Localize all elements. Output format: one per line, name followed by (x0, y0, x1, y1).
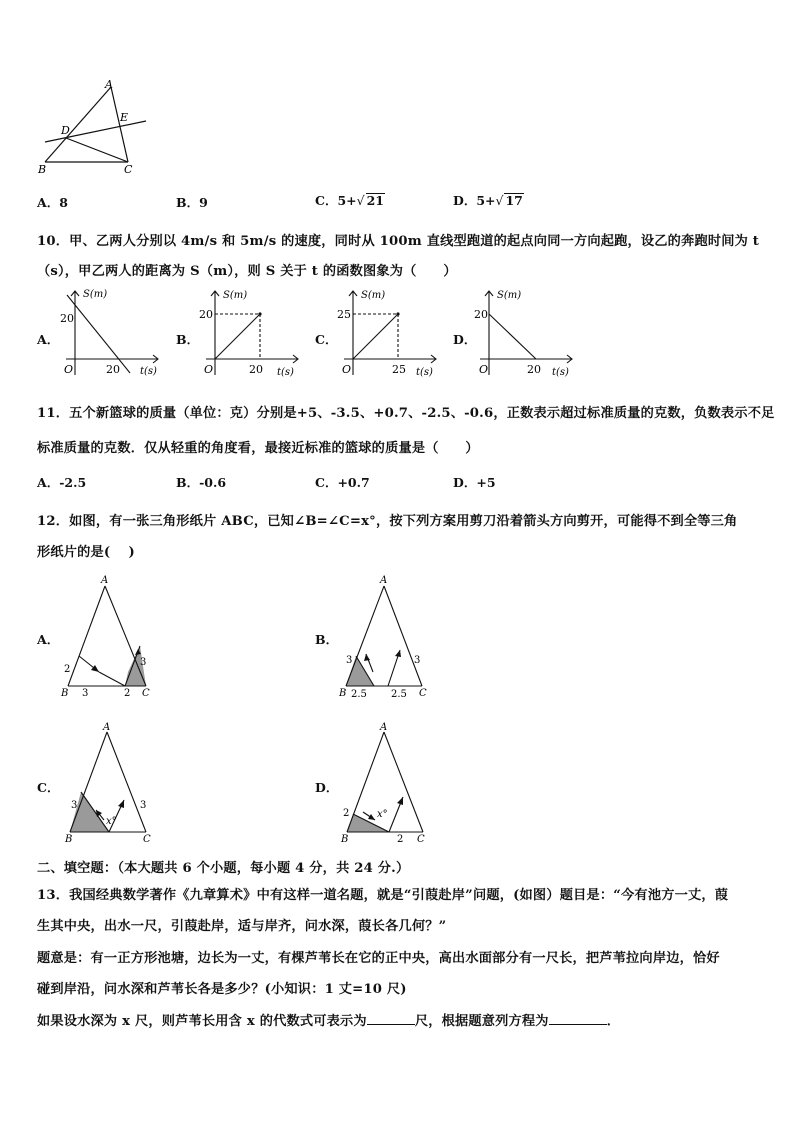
length-label: 2.5 (391, 689, 407, 700)
vertex-c-label: C (143, 834, 151, 845)
q10-stem-line2: （s），甲乙两人的距离为 S（m），则 S 关于 t 的函数图象为（ ） (37, 264, 457, 279)
vertex-b-label: B (339, 688, 347, 699)
q10-option-d-letter[interactable]: D． (453, 332, 477, 347)
q10-option-c-letter[interactable]: C． (315, 332, 338, 347)
angle-label: x° (377, 809, 388, 820)
q11-option-a[interactable]: A．-2.5 (37, 475, 87, 490)
q9-option-d[interactable]: D．5+√ 17 (453, 193, 523, 208)
q12-option-a-letter[interactable]: A． (37, 632, 60, 647)
vertex-b-label: B (65, 834, 73, 845)
vertex-c-label: C (142, 688, 150, 699)
origin-label: O (204, 363, 214, 376)
y-tick-label: 25 (337, 308, 351, 321)
x-tick-label: 25 (392, 363, 406, 376)
vertex-b-label: B (61, 688, 69, 699)
length-label: 3 (71, 800, 78, 811)
y-tick-label: 20 (60, 312, 74, 325)
origin-label: O (342, 363, 352, 376)
y-tick-label: 20 (474, 308, 488, 321)
x-tick-label: 20 (249, 363, 263, 376)
q11-stem-line2: 标准质量的克数．仅从轻重的角度看，最接近标准的篮球的质量是（ ） (37, 441, 479, 456)
q12-option-c-letter[interactable]: C． (37, 780, 60, 795)
q12-option-d-letter[interactable]: D． (315, 780, 339, 795)
q11-stem-line1: 11．五个新篮球的质量（单位：克）分别是+5、-3.5、+0.7、-2.5、-0.6，正数表示超过标准质量的克数，负数表示不足 (37, 406, 775, 421)
y-axis-label: S(m) (497, 290, 522, 301)
q13-stem-line1: 13．我国经典数学著作《九章算术》中有这样一道名题，就是“引葭赴岸”问题，(如图）题目是：“今有池方一丈，葭 (37, 888, 729, 903)
q12-figure-a (58, 572, 168, 702)
vertex-label-b: B (38, 163, 47, 176)
length-label: 2 (124, 688, 131, 699)
vertex-label-c: C (124, 163, 133, 176)
q12-option-b-letter[interactable]: B． (315, 632, 339, 647)
q10-graph-a (58, 285, 168, 383)
x-axis-label: t(s) (277, 367, 294, 378)
y-axis-label: S(m) (223, 290, 248, 301)
x-tick-label: 20 (527, 363, 541, 376)
sqrt-radicand: 17 (505, 193, 523, 208)
length-label: 2 (397, 834, 404, 845)
vertex-c-label: C (417, 834, 425, 845)
x-axis-label: t(s) (552, 367, 569, 378)
vertex-label-a: A (105, 78, 113, 91)
q10-option-b-letter[interactable]: B． (176, 332, 200, 347)
q12-figure-d (337, 720, 447, 848)
vertex-label-d: D (61, 124, 70, 137)
length-label: 3 (140, 657, 147, 668)
length-label: 2 (343, 808, 350, 819)
q13-stem-line3: 题意是：有一正方形池塘，边长为一丈，有棵芦苇长在它的正中央，高出水面部分有一尺长，把芦苇拉向岸边，恰好 (37, 951, 720, 966)
q12-stem-line2: 形纸片的是( ) (37, 545, 135, 560)
x-axis-label: t(s) (416, 367, 433, 378)
vertex-b-label: B (341, 834, 349, 845)
q12-figure-b (336, 572, 446, 702)
q10-stem-line1: 10．甲、乙两人分别以 4m/s 和 5m/s 的速度，同时从 100m 直线型跑道的起点向同一方向起跑，设乙的奔跑时间为 t (37, 234, 760, 249)
q11-option-c[interactable]: C．+0.7 (315, 475, 370, 490)
sqrt-radicand: 21 (366, 193, 384, 208)
q13-stem-line2: 生其中央，出水一尺，引葭赴岸，适与岸齐，问水深，葭长各几何？” (37, 919, 447, 934)
y-axis-label: S(m) (361, 290, 386, 301)
q9-option-a[interactable]: A．8 (37, 195, 68, 210)
x-axis-label: t(s) (140, 366, 157, 377)
q9-option-b[interactable]: B．9 (176, 195, 208, 210)
answer-blank-2[interactable] (549, 1024, 607, 1025)
section-heading-fill-in: 二、填空题：（本大题共 6 个小题，每小题 4 分，共 24 分.） (37, 861, 410, 876)
y-tick-label: 20 (199, 308, 213, 321)
q10-option-a-letter[interactable]: A． (37, 332, 60, 347)
length-label: 2.5 (351, 689, 367, 700)
answer-blank-1[interactable] (367, 1024, 415, 1025)
length-label: 3 (140, 800, 147, 811)
q10-graph-c (334, 285, 444, 383)
q12-figure-c (60, 720, 170, 848)
q13-stem-line5: 如果设水深为 x 尺，则芦苇长用含 x 的代数式可表示为 尺，根据题意列方程为 ． (37, 1014, 621, 1029)
length-label: 3 (414, 655, 421, 666)
q12-stem-line1: 12．如图，有一张三角形纸片 ABC，已知∠B=∠C=x°，按下列方案用剪刀沿着箭头方向剪开，可能得不到全等三角 (37, 514, 738, 529)
x-tick-label: 20 (106, 363, 120, 376)
angle-label: x° (106, 816, 117, 827)
q13-stem-line4: 碰到岸沿，问水深和芦苇长各是多少？(小知识：1 丈=10 尺) (37, 982, 407, 997)
length-label: 2 (64, 664, 71, 675)
q9-triangle-figure (34, 76, 150, 178)
y-axis-label: S(m) (83, 289, 108, 300)
apex-label: A (101, 575, 109, 586)
origin-label: O (479, 363, 489, 376)
vertex-c-label: C (419, 688, 427, 699)
apex-label: A (380, 722, 388, 733)
length-label: 3 (346, 655, 353, 666)
vertex-label-e: E (120, 111, 129, 124)
q9-option-c[interactable]: C．5+√ 21 (315, 193, 384, 208)
q10-graph-d (470, 285, 580, 383)
length-label: 3 (82, 688, 89, 699)
apex-label: A (103, 722, 111, 733)
q11-option-b[interactable]: B．-0.6 (176, 475, 227, 490)
apex-label: A (380, 575, 388, 586)
q11-option-d[interactable]: D．+5 (453, 475, 496, 490)
q10-graph-b (196, 285, 306, 383)
origin-label: O (64, 363, 74, 376)
